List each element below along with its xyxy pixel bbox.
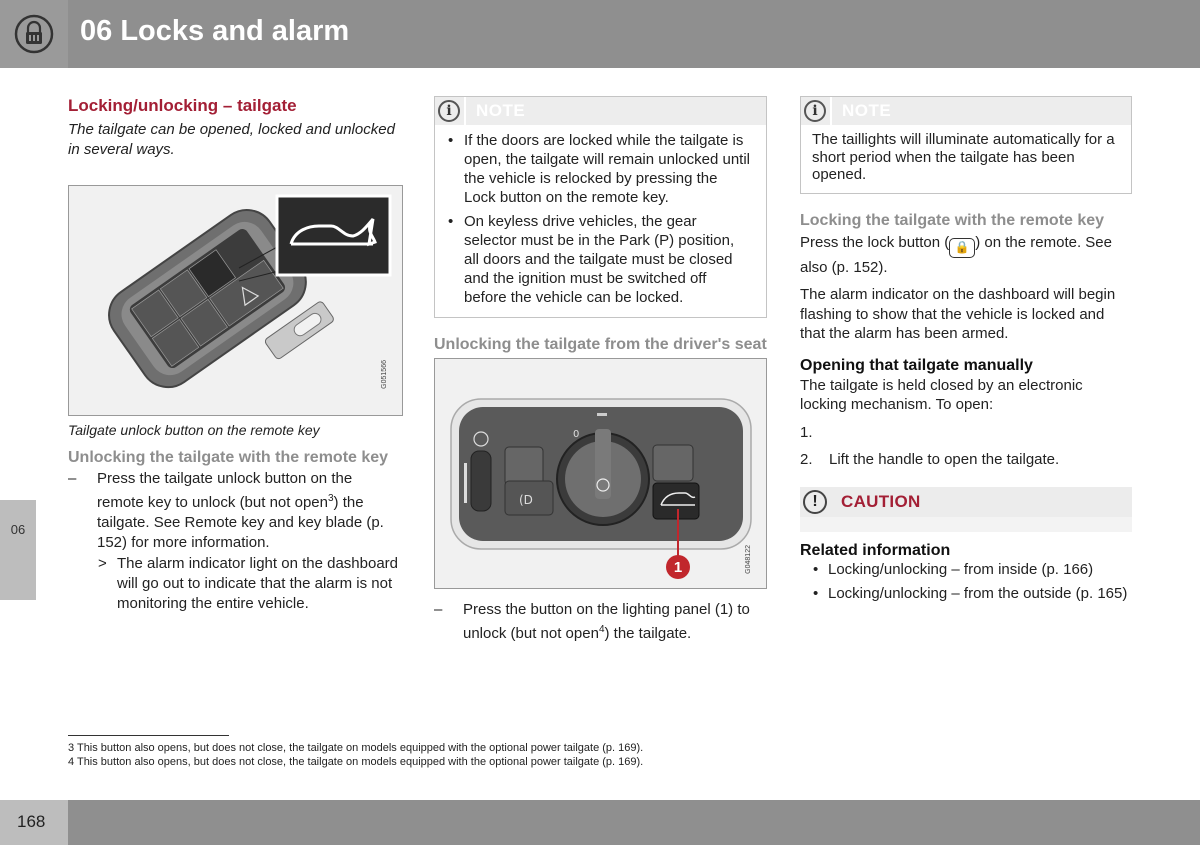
lock-instruction: Press the lock button ( 🔒 ) on the remote. See also (p. 152).	[800, 233, 1112, 276]
svg-text:0: 0	[573, 429, 580, 440]
caution-label: CAUTION	[841, 492, 921, 511]
figure-code: G051566	[381, 360, 388, 389]
note-box	[800, 96, 1132, 194]
info-icon: i	[438, 100, 460, 122]
footnotes	[68, 741, 643, 769]
side-tab-label: 06	[10, 522, 26, 537]
subheading-remote-lock: Locking the tailgate with the remote key	[800, 211, 1105, 229]
step-text: Lift the handle to open the tailgate.	[829, 451, 1060, 468]
info-icon: i	[804, 100, 826, 122]
note-label: NOTE	[476, 101, 526, 120]
footnote: 3 This button also opens, but does not close, the tailgate on models equipped with the optional power tailgate (p. 169).	[68, 742, 644, 754]
note-bullets	[435, 125, 766, 317]
instruction-text-a: Press the button on the lighting panel (1) to unlock (but not open	[463, 601, 750, 642]
dash-marker: –	[68, 470, 77, 487]
instruction-item	[434, 600, 767, 644]
footnote: 4 This button also opens, but does not close, the tailgate on models equipped with the optional power tailgate (p. 169).	[68, 756, 644, 768]
lock-icon	[14, 14, 54, 54]
step-1: 1.	[800, 423, 813, 441]
column-2	[434, 96, 767, 644]
related-title: Related information	[800, 542, 951, 559]
footnote-divider	[68, 735, 229, 736]
column-1	[68, 96, 403, 614]
callout-number: 1	[673, 559, 683, 576]
step-2	[800, 450, 1132, 470]
note-box	[434, 96, 767, 318]
note-header	[801, 97, 1131, 125]
result-marker: >	[98, 555, 107, 572]
chapter-title: 06 Locks and alarm	[80, 15, 350, 47]
caution-divider	[800, 517, 1132, 532]
svg-text:(D: (D	[519, 493, 533, 507]
footnote-ref: 4	[598, 624, 605, 635]
page-number: 168	[17, 812, 46, 831]
figure-caption: Tailgate unlock button on the remote key	[68, 422, 320, 438]
remote-key-illustration	[69, 186, 402, 415]
dash-marker: –	[434, 601, 443, 618]
page-header	[0, 0, 1200, 68]
remote-key-figure	[68, 185, 403, 416]
instruction-text-b: ) the tailgate. See Remote key and key blade (p. 152) for more information.	[97, 494, 384, 551]
column-3	[800, 96, 1132, 603]
section-title: Locking/unlocking – tailgate	[68, 96, 297, 115]
note-text: The taillights will illuminate automatically for a short period when the tailgate has been opened.	[812, 131, 1115, 183]
footnote-ref: 3	[327, 493, 334, 504]
related-link[interactable]: • Locking/unlocking – from inside (p. 166)	[800, 560, 1132, 579]
figure-code: G048122	[745, 545, 752, 574]
result-item	[68, 554, 403, 614]
instruction-item	[68, 469, 403, 553]
caution-bar	[800, 487, 1132, 517]
instruction-text-a: Press the tailgate unlock button on the remote key to unlock (but not open	[97, 470, 353, 511]
warning-icon: !	[803, 490, 827, 514]
chapter-icon-box	[0, 0, 68, 68]
manual-open-paragraph: The tailgate is held closed by an electronic locking mechanism. To open:	[800, 376, 1083, 413]
note-header	[435, 97, 766, 125]
note-label: NOTE	[842, 101, 892, 120]
instruction-text-b: ) the tailgate.	[604, 625, 692, 642]
chapter-side-tab	[0, 500, 36, 600]
subheading-remote-unlock: Unlocking the tailgate with the remote key	[68, 449, 389, 466]
note-bullet: • On keyless drive vehicles, the gear selector must be in the Park (P) position, all doors and the tailgate must be closed and the ignition must be switched off before the vehicle can be locked.	[435, 212, 750, 307]
subheading-manual-open: Opening that tailgate manually	[800, 356, 1033, 374]
subheading-driver-seat: Unlocking the tailgate from the driver's seat	[434, 336, 767, 353]
lock-button-icon: 🔒	[949, 238, 975, 258]
related-link[interactable]: • Locking/unlocking – from the outside (p. 165)	[800, 584, 1132, 603]
related-list	[800, 560, 1132, 603]
result-text: The alarm indicator light on the dashboard will go out to indicate that the alarm is not monitoring the entire vehicle.	[117, 555, 399, 612]
note-bullet: • If the doors are locked while the tailgate is open, the tailgate will remain unlocked until the vehicle is relocked by pressing the Lock button on the remote key.	[435, 131, 750, 207]
alarm-paragraph: The alarm indicator on the dashboard will begin flashing to show that the vehicle is locked and that the alarm has been armed.	[800, 286, 1116, 342]
section-intro: The tailgate can be opened, locked and unlocked in several ways.	[68, 121, 395, 158]
lighting-panel-figure	[434, 358, 767, 589]
page-footer	[0, 800, 1200, 845]
lighting-panel-illustration	[435, 359, 766, 588]
step-number: 2.	[800, 451, 813, 468]
